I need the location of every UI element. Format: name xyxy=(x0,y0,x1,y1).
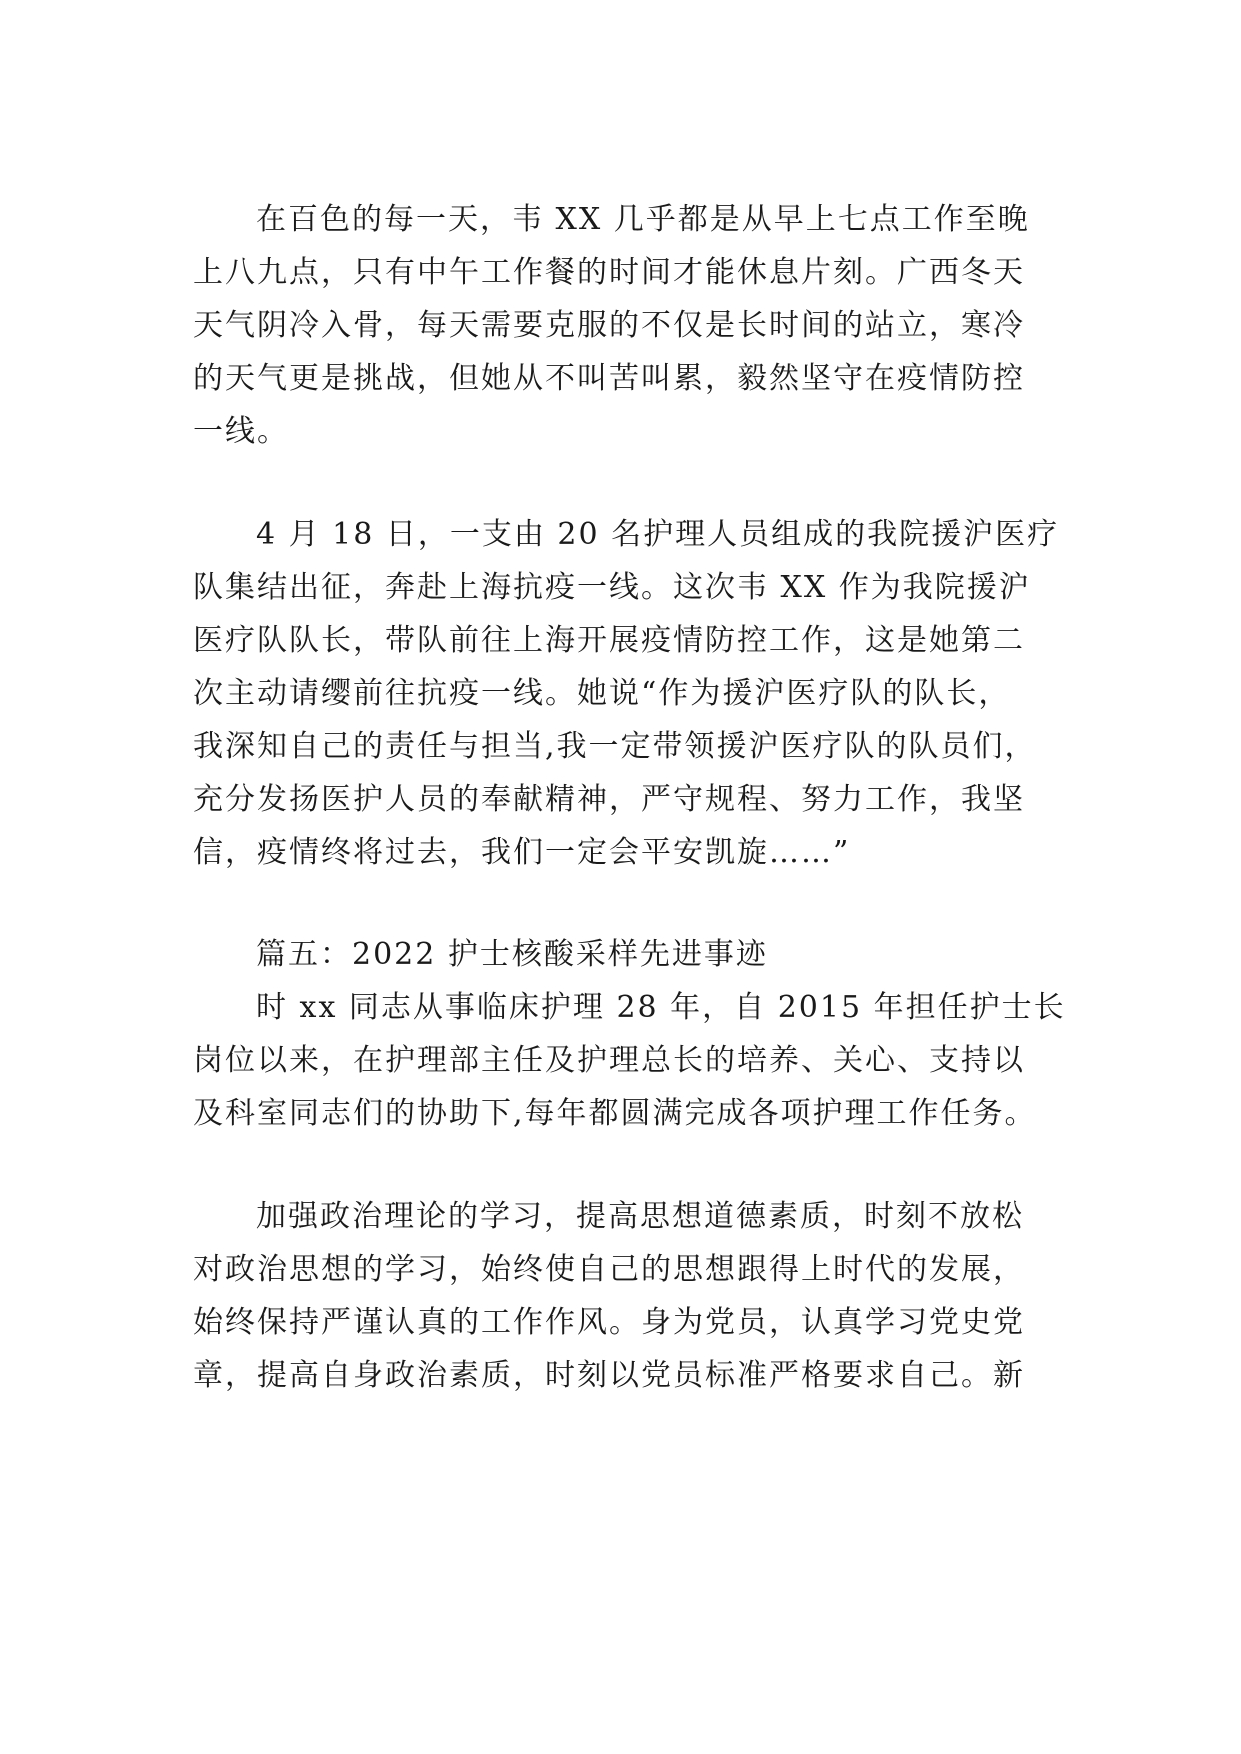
paragraph-3-line-3: 及科室同志们的协助下,每年都圆满完成各项护理工作任务。 xyxy=(193,1096,1037,1131)
paragraph-2-line-4: 次主动请缨前往抗疫一线。她说“作为援沪医疗队的队长， xyxy=(193,676,1011,711)
paragraph-3-line-2: 岗位以来，在护理部主任及护理总长的培养、关心、支持以 xyxy=(193,1043,1025,1078)
paragraph-1-line-2: 上八九点，只有中午工作餐的时间才能休息片刻。广西冬天 xyxy=(193,255,1025,290)
paragraph-2-line-5: 我深知自己的责任与担当,我一定带领援沪医疗队的队员们， xyxy=(193,729,1037,764)
paragraph-4-line-3: 始终保持严谨认真的工作作风。身为党员，认真学习党史党 xyxy=(193,1305,1025,1340)
paragraph-2-line-7: 信，疫情终将过去，我们一定会平安凯旋……” xyxy=(193,835,851,870)
paragraph-4-line-4: 章，提高自身政治素质，时刻以党员标准严格要求自己。新 xyxy=(193,1358,1025,1393)
paragraph-4-line-1: 加强政治理论的学习，提高思想道德素质，时刻不放松 xyxy=(256,1199,1024,1234)
paragraph-1-line-3: 天气阴冷入骨，每天需要克服的不仅是长时间的站立，寒冷 xyxy=(193,308,1025,343)
paragraph-1-line-4: 的天气更是挑战，但她从不叫苦叫累，毅然坚守在疫情防控 xyxy=(193,361,1025,396)
paragraph-2-line-2: 队集结出征，奔赴上海抗疫一线。这次韦 XX 作为我院援沪 xyxy=(193,570,1031,605)
paragraph-2-line-1: 4 月 18 日，一支由 20 名护理人员组成的我院援沪医疗 xyxy=(256,517,1060,552)
paragraph-3-line-1: 时 xx 同志从事临床护理 28 年，自 2015 年担任护士长 xyxy=(256,990,1066,1025)
paragraph-2-line-3: 医疗队队长，带队前往上海开展疫情防控工作，这是她第二 xyxy=(193,623,1025,658)
paragraph-1-line-1: 在百色的每一天，韦 XX 几乎都是从早上七点工作至晚 xyxy=(256,202,1030,237)
paragraph-2-line-6: 充分发扬医护人员的奉献精神，严守规程、努力工作，我坚 xyxy=(193,782,1025,817)
paragraph-1-line-5: 一线。 xyxy=(193,414,289,449)
paragraph-4-line-2: 对政治思想的学习，始终使自己的思想跟得上时代的发展， xyxy=(193,1252,1025,1287)
section-heading: 篇五：2022 护士核酸采样先进事迹 xyxy=(256,937,768,972)
